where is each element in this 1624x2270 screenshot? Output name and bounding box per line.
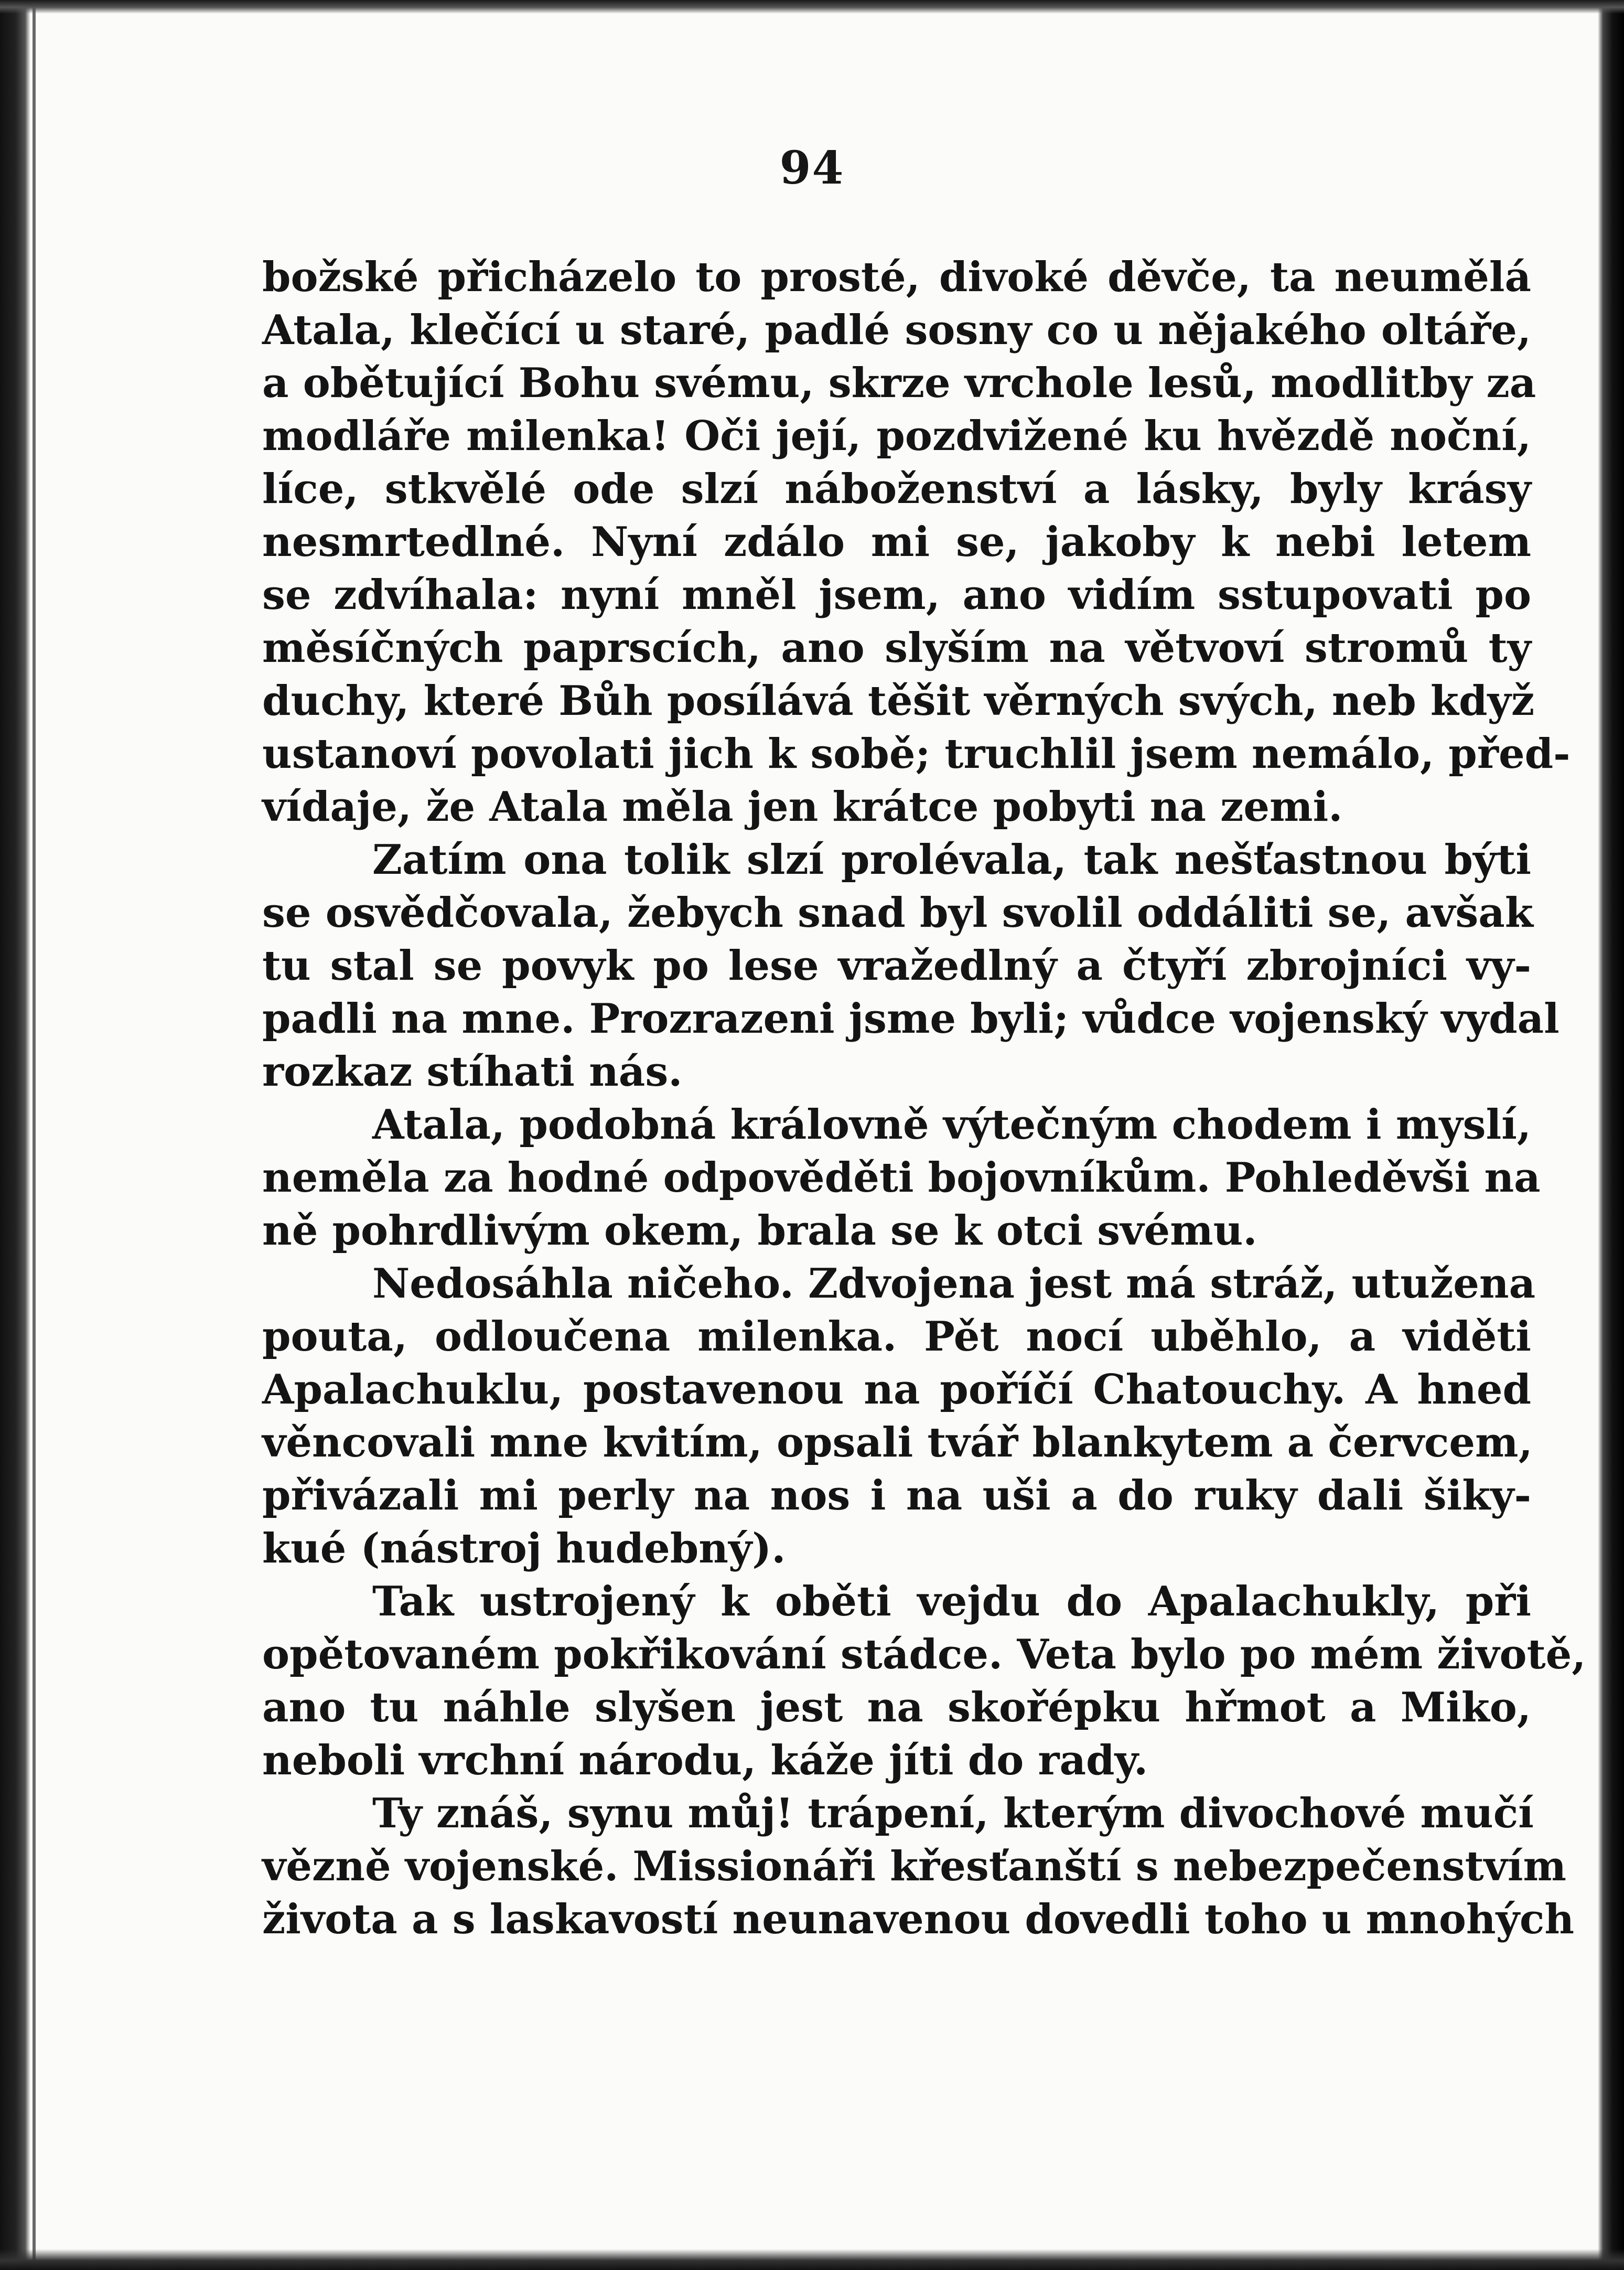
text-line: Atala, klečící u staré, padlé sosny co u nějakého oltáře, [262,306,1531,354]
text-line: božské přicházelo to prosté, divoké děvče, ta neumělá [262,253,1531,301]
text-line: se zdvíhala: nyní mněl jsem, ano vidím sstupovati po [262,571,1531,619]
text-line: rozkaz stíhati nás. [262,1048,683,1096]
text-line: přivázali mi perly na nos i na uši a do ruky dali šiky- [262,1472,1531,1519]
text-line: ustanoví povolati jich k sobě; truchlil jsem nemálo, před- [262,730,1571,778]
text-line: ně pohrdlivým okem, brala se k otci svému. [262,1207,1257,1255]
paragraph-start-line: Tak ustrojený k oběti vejdu do Apalachukly, při [372,1578,1531,1625]
scan-binding-line [33,0,36,2270]
text-line: modláře milenka! Oči její, pozdvižené ku hvězdě noční, [262,412,1531,460]
paragraph-start-line: Ty znáš, synu můj! trápení, kterým divochové mučí [372,1790,1534,1837]
text-line: a obětující Bohu svému, skrze vrchole lesů, modlitby za [262,359,1536,407]
text-line: věncovali mne kvitím, opsali tvář blankytem a červcem, [262,1419,1533,1466]
text-line: opětovaném pokřikování stádce. Veta bylo po mém životě, [262,1631,1586,1678]
text-line: života a s laskavostí neunavenou dovedli toho u mnohých [262,1896,1575,1943]
text-line: pouta, odloučena milenka. Pět nocí uběhlo, a viděti [262,1313,1531,1361]
text-line: duchy, které Bůh posílává těšit věrných svých, neb když [262,677,1535,725]
text-line: Apalachuklu, postavenou na poříčí Chatouchy. A hned [262,1366,1531,1414]
text-line: měsíčných paprscích, ano slyším na větvoví stromů ty [262,624,1531,672]
text-line: vězně vojenské. Missionáři křesťanští s nebezpečenstvím [262,1843,1567,1890]
text-line: neměla za hodné odpověděti bojovníkům. Pohleděvši na [262,1154,1541,1202]
text-line: ano tu náhle slyšen jest na skořépku hřmot a Miko, [262,1684,1531,1731]
text-line: neboli vrchní národu, káže jíti do rady. [262,1737,1148,1784]
scan-edge-right [1598,0,1624,2270]
scan-edge-bottom [0,2249,1624,2270]
text-line: vídaje, že Atala měla jen krátce pobyti na zemi. [262,783,1343,831]
text-line: líce, stkvělé ode slzí náboženství a lásky, byly krásy [262,465,1531,513]
scan-edge-top [0,0,1624,14]
paragraph-start-line: Zatím ona tolik slzí prolévala, tak nešťastnou býti [372,836,1531,884]
body-text [262,251,1586,1946]
text-line: padli na mne. Prozrazeni jsme byli; vůdce vojenský vydal [262,995,1560,1043]
text-line: tu stal se povyk po lese vražedlný a čtyří zbrojníci vy- [262,942,1531,990]
page-number: 94 [779,142,845,195]
paragraph-start-line: Atala, podobná královně výtečným chodem i myslí, [372,1101,1531,1149]
scan-edge-left [0,0,30,2270]
text-line: kué (nástroj hudebný). [262,1525,786,1572]
text-line: nesmrtedlné. Nyní zdálo mi se, jakoby k nebi letem [262,518,1531,566]
text-line: se osvědčovala, žebych snad byl svolil oddáliti se, avšak [262,889,1533,937]
paragraph-start-line: Nedosáhla ničeho. Zdvojena jest má stráž, utužena [372,1260,1536,1308]
